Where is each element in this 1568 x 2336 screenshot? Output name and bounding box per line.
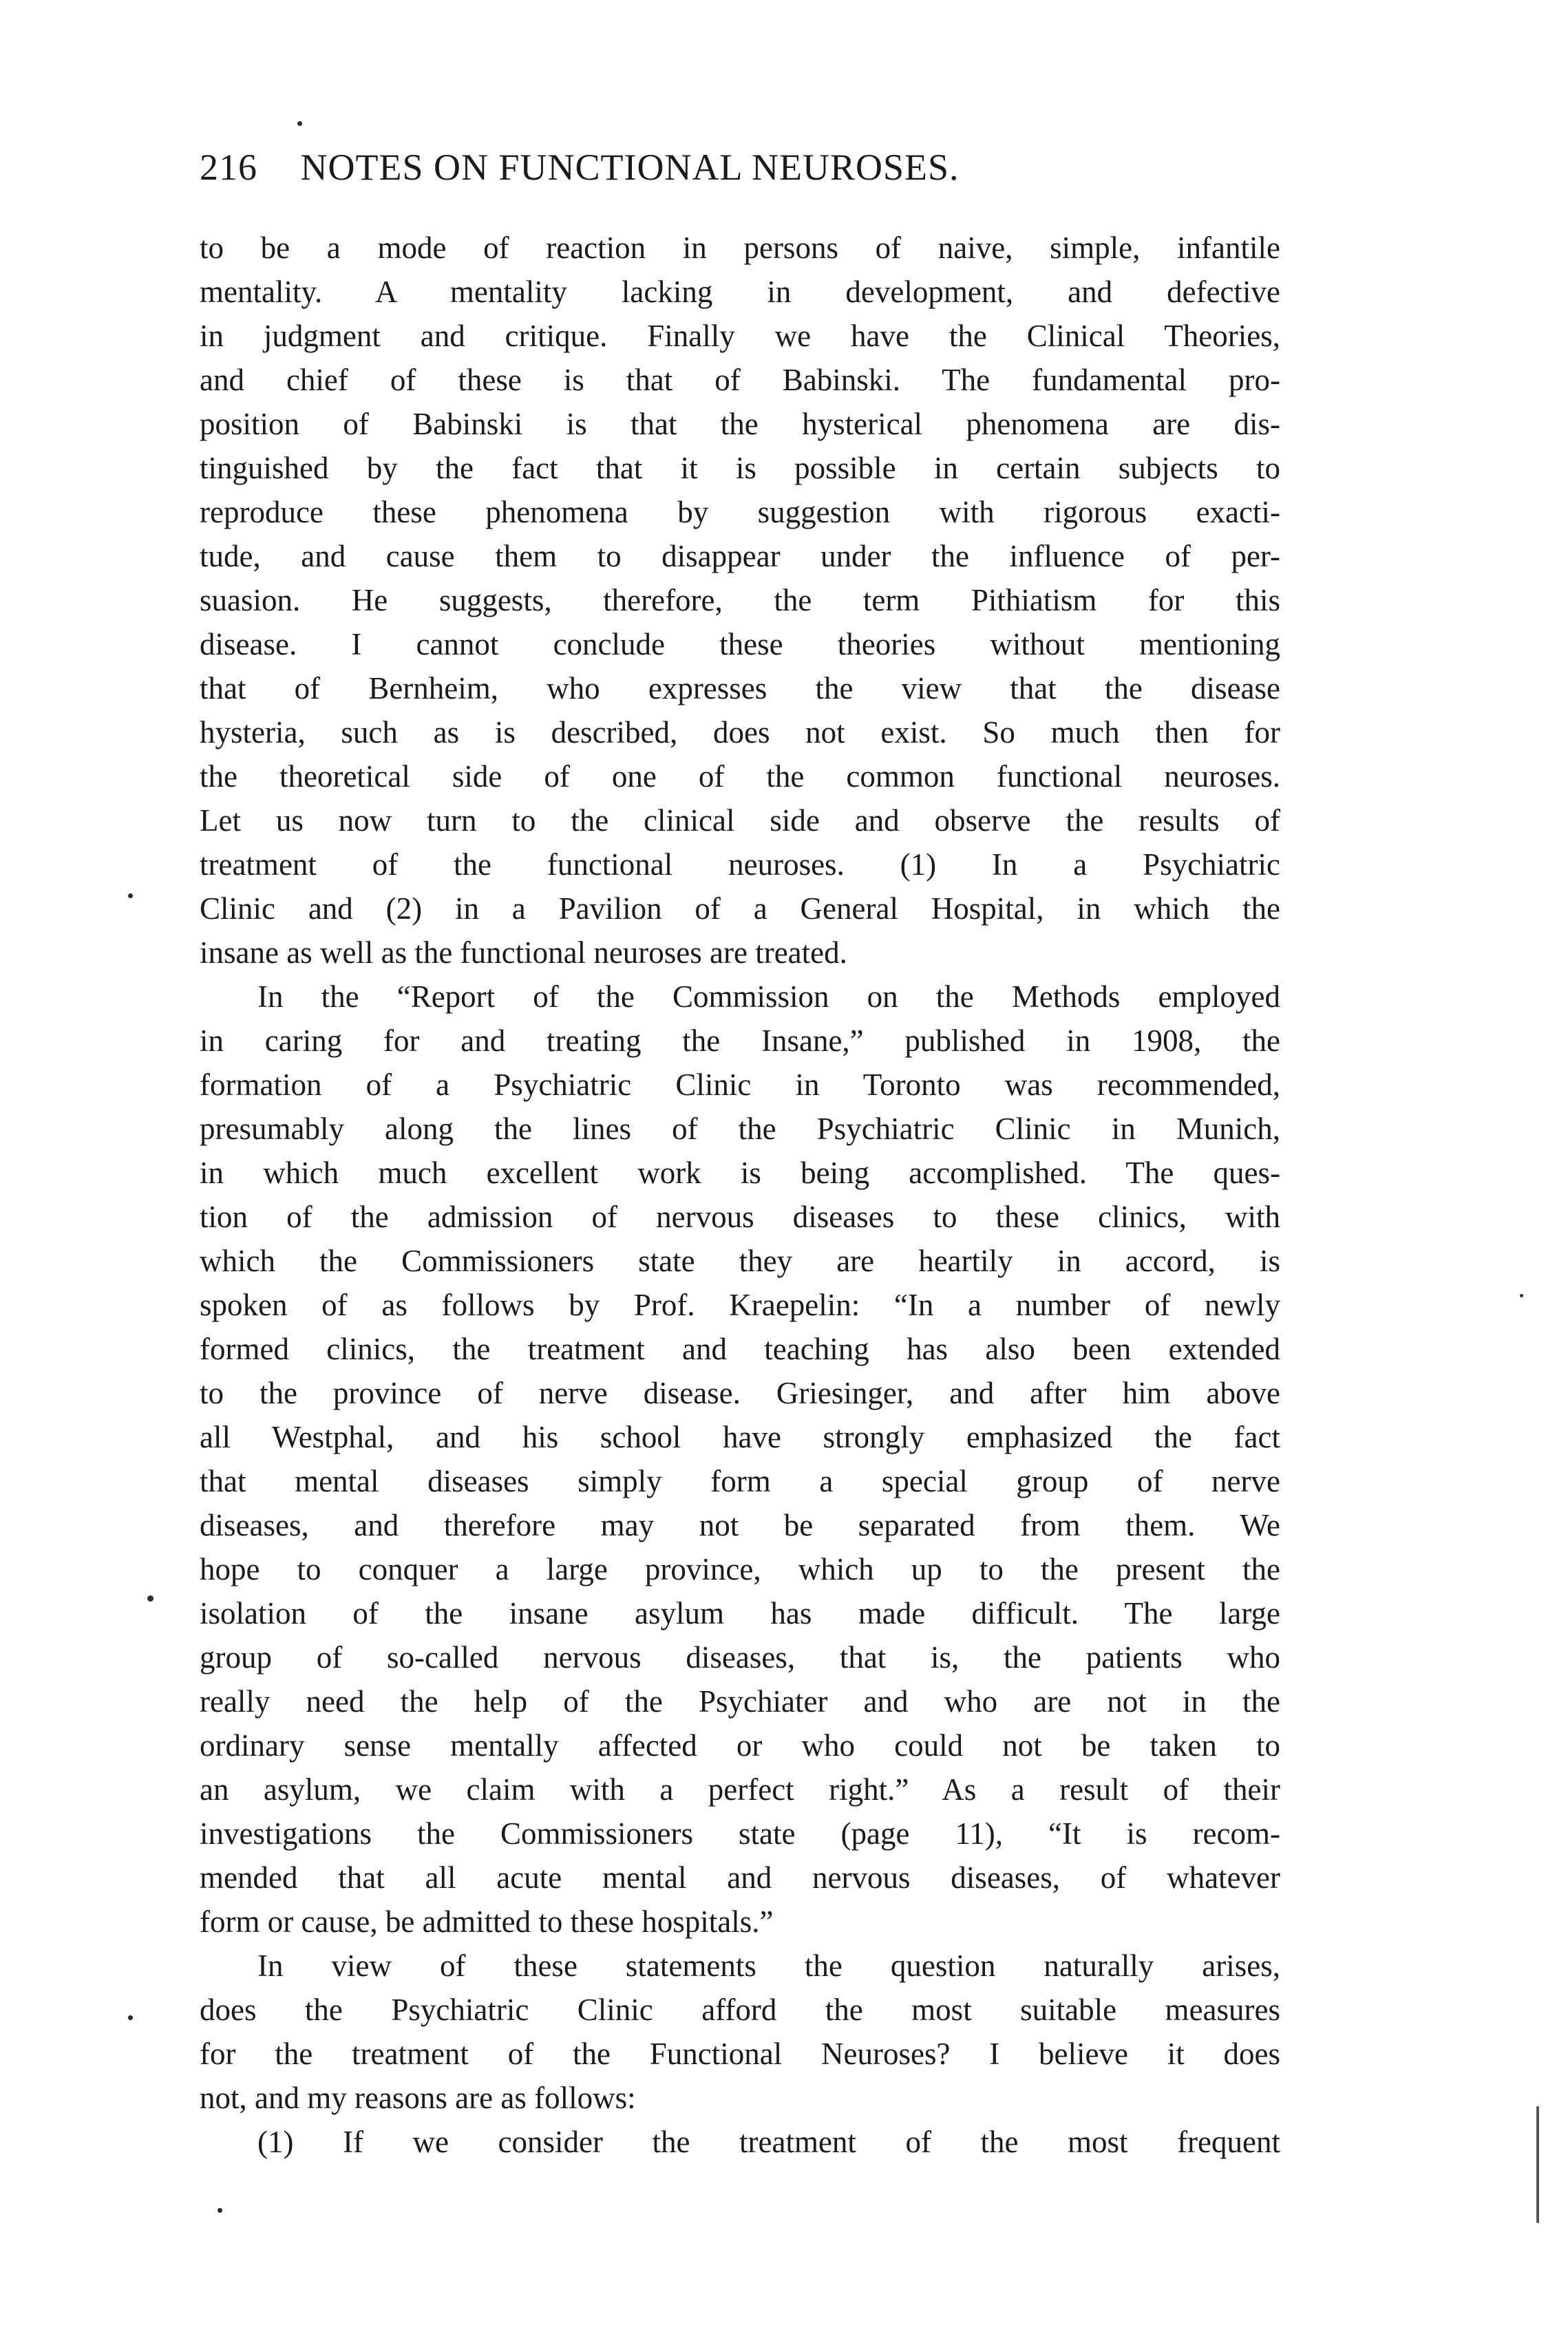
text-line: formed clinics, the treatment and teaching has also been extended	[200, 1332, 1280, 1366]
text-line: form or cause, be admitted to these hospitals.”	[200, 1904, 774, 1939]
text-line: not, and my reasons are as follows:	[200, 2081, 636, 2115]
scan-speck	[1520, 1294, 1523, 1297]
text-line: to the province of nerve disease. Griesinger, and after him above	[200, 1376, 1280, 1410]
text-line: disease. I cannot conclude these theories without mentioning	[200, 627, 1280, 661]
text-line: the theoretical side of one of the common functional neuroses.	[200, 759, 1280, 794]
text-line: and chief of these is that of Babinski. The fundamental pro-	[200, 363, 1280, 397]
text-line: tion of the admission of nervous diseases to these clinics, with	[200, 1200, 1280, 1234]
text-line: group of so-called nervous diseases, that is, the patients who	[200, 1640, 1280, 1675]
text-line: investigations the Commissioners state (page 11), “It is recom-	[200, 1816, 1280, 1851]
text-line: diseases, and therefore may not be separated from them. We	[200, 1508, 1280, 1542]
text-line: an asylum, we claim with a perfect right.” As a result of their	[200, 1772, 1280, 1807]
paragraph-start-line: In view of these statements the question naturally arises,	[257, 1949, 1280, 1983]
text-line: tinguished by the fact that it is possible in certain subjects to	[200, 451, 1280, 485]
margin-mark	[1536, 2106, 1539, 2223]
scan-speck	[147, 1595, 153, 1602]
text-line: hysteria, such as is described, does not exist. So much then for	[200, 715, 1280, 750]
text-line: tude, and cause them to disappear under the influence of per-	[200, 539, 1280, 573]
text-line: reproduce these phenomena by suggestion with rigorous exacti-	[200, 495, 1280, 529]
paragraph-start-line: (1) If we consider the treatment of the most frequent	[257, 2125, 1280, 2159]
text-line: which the Commissioners state they are heartily in accord, is	[200, 1244, 1280, 1278]
text-line: presumably along the lines of the Psychiatric Clinic in Munich,	[200, 1112, 1280, 1146]
text-line: insane as well as the functional neuroses are treated.	[200, 935, 847, 970]
body-text	[200, 226, 1280, 2164]
text-line: suasion. He suggests, therefore, the term Pithiatism for this	[200, 583, 1280, 617]
text-line: really need the help of the Psychiater and who are not in the	[200, 1684, 1280, 1719]
text-line: to be a mode of reaction in persons of naive, simple, infantile	[200, 231, 1280, 265]
text-line: in judgment and critique. Finally we have the Clinical Theories,	[200, 319, 1280, 353]
page-number: 216	[200, 147, 257, 188]
text-line: in which much excellent work is being accomplished. The ques-	[200, 1156, 1280, 1190]
text-line: treatment of the functional neuroses. (1) In a Psychiatric	[200, 847, 1280, 882]
running-head	[200, 146, 1273, 201]
text-line: ordinary sense mentally affected or who could not be taken to	[200, 1728, 1280, 1763]
scan-speck	[218, 2208, 222, 2213]
text-line: all Westphal, and his school have strongly emphasized the fact	[200, 1420, 1280, 1454]
text-line: Let us now turn to the clinical side and observe the results of	[200, 803, 1280, 838]
text-line: does the Psychiatric Clinic afford the most suitable measures	[200, 1993, 1280, 2027]
scan-speck	[128, 893, 133, 898]
scan-speck	[297, 121, 302, 126]
text-line: that of Bernheim, who expresses the view that the disease	[200, 671, 1280, 705]
text-line: that mental diseases simply form a special group of nerve	[200, 1464, 1280, 1498]
text-line: spoken of as follows by Prof. Kraepelin: “In a number of newly	[200, 1288, 1280, 1322]
text-line: in caring for and treating the Insane,” published in 1908, the	[200, 1023, 1280, 1058]
paragraph-start-line: In the “Report of the Commission on the Methods employed	[257, 979, 1280, 1014]
text-line: mentality. A mentality lacking in development, and defective	[200, 275, 1280, 309]
text-line: hope to conquer a large province, which up to the present the	[200, 1552, 1280, 1586]
scan-speck	[128, 2015, 133, 2020]
text-line: for the treatment of the Functional Neuroses? I believe it does	[200, 2037, 1280, 2071]
text-line: Clinic and (2) in a Pavilion of a General Hospital, in which the	[200, 891, 1280, 926]
text-line: isolation of the insane asylum has made difficult. The large	[200, 1596, 1280, 1631]
running-title: NOTES ON FUNCTIONAL NEUROSES.	[300, 147, 960, 188]
text-line: mended that all acute mental and nervous diseases, of whatever	[200, 1860, 1280, 1895]
text-line: position of Babinski is that the hysterical phenomena are dis-	[200, 407, 1280, 441]
text-line: formation of a Psychiatric Clinic in Toronto was recommended,	[200, 1068, 1280, 1102]
